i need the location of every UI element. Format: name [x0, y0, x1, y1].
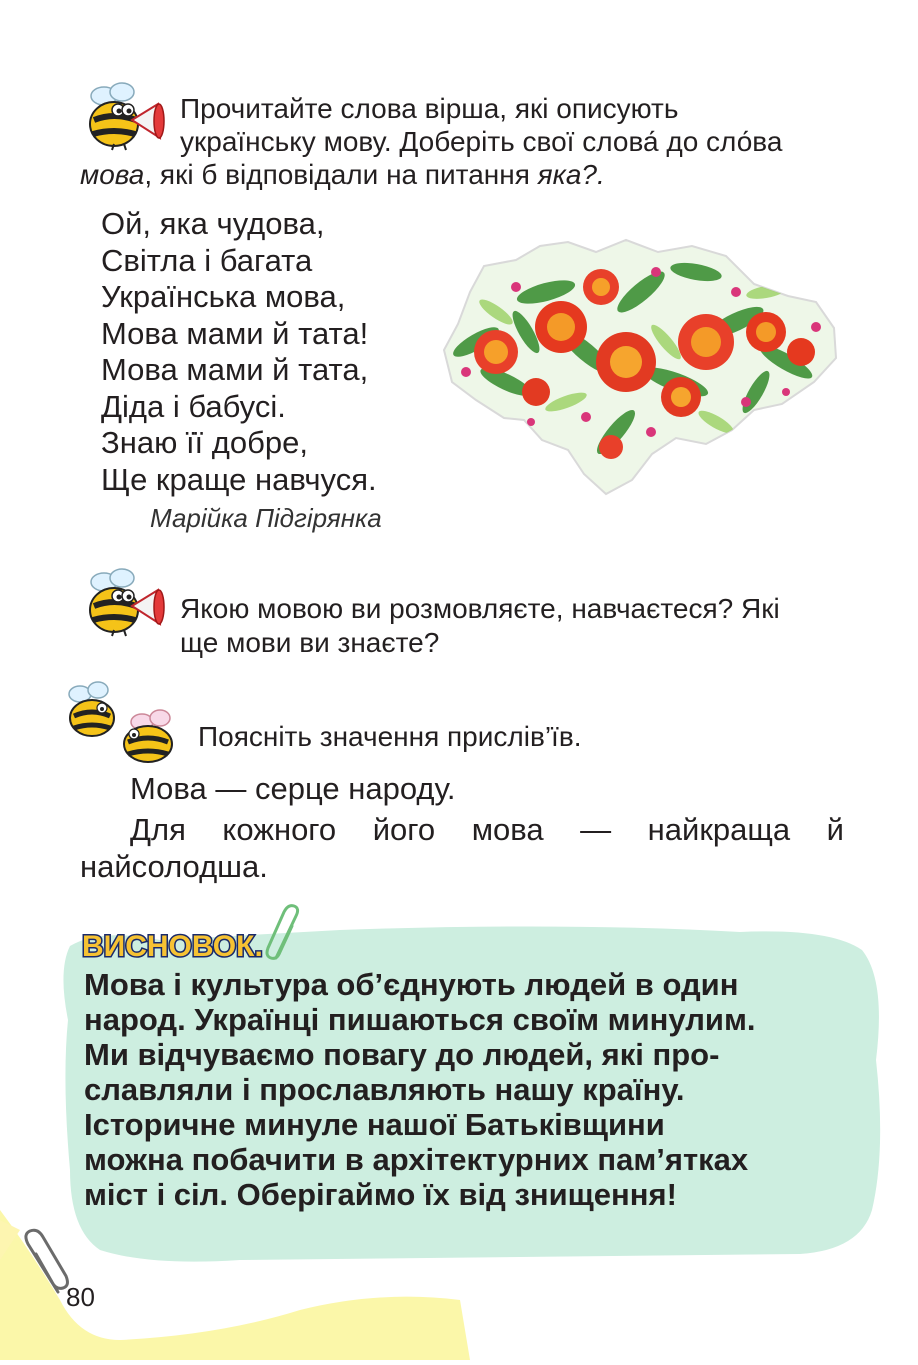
conclusion-line: можна побачити в архітектурних пам’ятках [84, 1142, 749, 1177]
proverb-2-line2: найсолодша. [80, 849, 268, 884]
poem-author: Марійка Підгірянка [150, 503, 382, 533]
proverb-2-line1 [130, 811, 844, 848]
poem-line: Мова мами й тата! [101, 315, 369, 351]
proverb-word: — [580, 812, 612, 847]
task2-line2: ще мови ви знаєте? [180, 627, 440, 658]
conclusion-text [84, 967, 756, 1212]
ukraine-map-illustration [436, 232, 844, 500]
poem-line: Мова мами й тата, [101, 352, 369, 387]
conclusion-line: Історичне минуле нашої Батьківщини [84, 1107, 665, 1142]
task1-keyword-mova: мова [80, 159, 145, 190]
bee-megaphone-icon [84, 80, 166, 152]
poem-line: Українська мова, [101, 279, 346, 314]
proverb-word: мова [471, 812, 544, 847]
task1-line1: Прочитайте слова вірша, які описують [180, 93, 679, 124]
conclusion-line: міст і сіл. Оберігаймо їх від знищення! [84, 1177, 677, 1212]
proverb-word: Для [130, 812, 186, 847]
conclusion-label-text: ВИСНОВОК. [82, 930, 263, 963]
poem-line: Знаю її добре, [101, 425, 308, 460]
proverb-word: й [826, 812, 844, 847]
proverb-1: Мова — серце народу. [130, 771, 456, 806]
bee-megaphone-icon [84, 566, 166, 638]
poem-line: Діда і бабусі. [101, 388, 286, 424]
conclusion-line: славляли і прославляють нашу країну. [84, 1072, 685, 1107]
task1-keyword-yaka: яка?. [537, 159, 605, 190]
task1-line3-mid: , які б відповідали на питання [144, 159, 538, 190]
poem-line: Ще краще навчуся. [101, 461, 377, 497]
paperclip-icon [262, 904, 306, 964]
page-number: 80 [66, 1282, 95, 1312]
proverb-word: його [372, 812, 436, 847]
conclusion-label [78, 920, 278, 968]
poem [101, 206, 377, 498]
conclusion-line: Мова і культура об’єднують людей в один [84, 967, 739, 1002]
conclusion-line: народ. Українці пишаються своїм минулим. [84, 1002, 756, 1037]
paperclip-icon [18, 1228, 72, 1298]
conclusion-line: Ми відчуваємо повагу до людей, які про- [84, 1037, 720, 1072]
poem-line: Світла і багата [101, 242, 313, 278]
two-bees-icon [64, 680, 180, 766]
task1-line3 [80, 158, 605, 192]
poem-line: Ой, яка чудова, [101, 206, 325, 241]
task1-line2: українську мову. Доберіть свої слова́ до сло́ва [180, 126, 783, 157]
proverb-word: кожного [222, 812, 337, 847]
task3-instruction: Поясніть значення прислів’їв. [198, 721, 582, 752]
task2-line1: Якою мовою ви розмовляєте, навчаєтеся? Які [180, 593, 780, 624]
proverb-word: найкраща [647, 812, 791, 847]
